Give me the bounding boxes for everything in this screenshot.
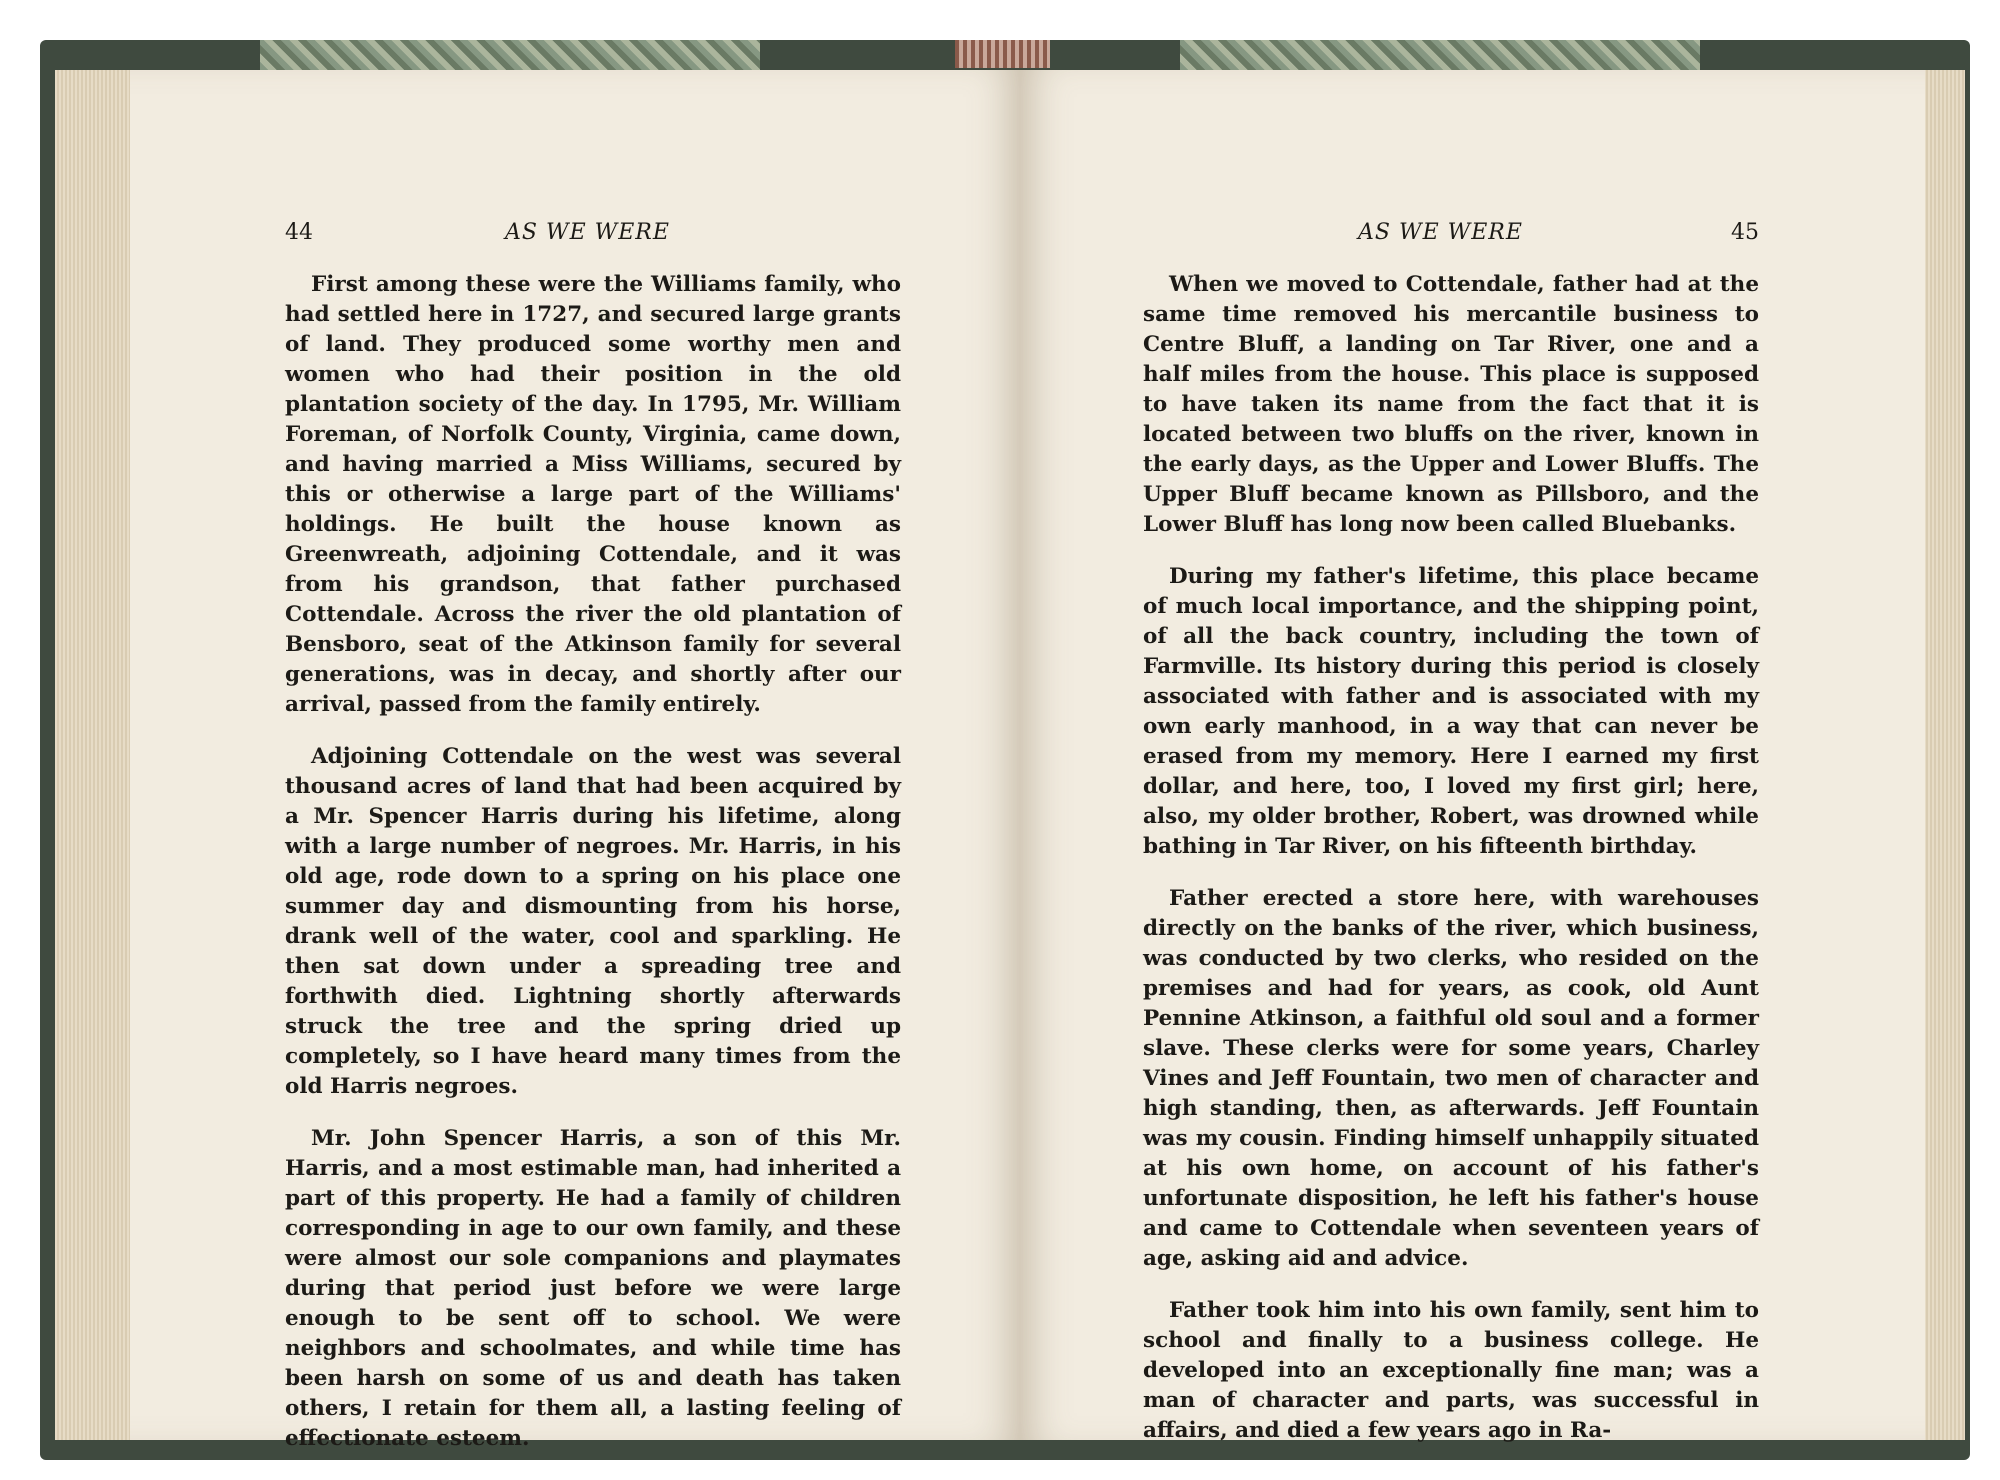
paragraph: When we moved to Cottendale, father had at the same time removed his mercantile business to Centre Bluff, a landing on Tar River, one and a half miles from the house. This place is supposed to have taken its name from the fact that it is located between two bluffs on the river, known in the early days, as the Upper and Lower Bluffs. The Upper Bluff became known as Pillsboro, and the Lower Bluff has long now been called Bluebanks. bbox=[1143, 272, 1759, 537]
marbled-endpaper-right bbox=[1180, 40, 1700, 70]
page-edges-left bbox=[55, 70, 135, 1440]
marbled-endpaper-left bbox=[260, 40, 760, 70]
right-page-body bbox=[1143, 270, 1759, 1468]
right-running-head: AS WE WERE bbox=[1358, 220, 1523, 245]
right-page bbox=[1020, 70, 1925, 1443]
left-page-number: 44 bbox=[285, 220, 313, 245]
left-running-head: AS WE WERE bbox=[505, 220, 670, 245]
paragraph: Father took him into his own family, sent him to school and finally to a business college. He developed into an exceptionally fine man; was a man of character and parts, was successful in affairs, and died a few years ago in Ra- bbox=[1143, 1298, 1759, 1443]
paragraph: During my father's lifetime, this place became of much local importance, and the shipping point, of all the back country, including the town of Farmville. Its history during this period is closely associated with father and is associated with my own early manhood, in a way that can never be erased from my memory. Here I earned my first dollar, and here, too, I loved my first girl; here, also, my older brother, Robert, was drowned while bathing in Tar River, on his fifteenth birthday. bbox=[1143, 564, 1759, 859]
paragraph: Adjoining Cottendale on the west was several thousand acres of land that had been acquired by a Mr. Spencer Harris during his lifetime, along with a large number of negroes. Mr. Harris, in his old age, rode down to a spring on his place one summer day and dismounting from his horse, drank well of the water, cool and sparkling. He then sat down under a spreading tree and forthwith died. Lightning shortly afterwards struck the tree and the spring dried up completely, so I have heard many times from the old Harris negroes. bbox=[285, 744, 901, 1099]
left-page bbox=[130, 70, 1020, 1451]
paragraph: Mr. John Spencer Harris, a son of this Mr. Harris, and a most estimable man, had inherited a part of this property. He had a family of children corresponding in age to our own family, and these were almost our sole companions and playmates during that period just before we were large enough to be sent off to school. We were neighbors and schoolmates, and while time has been harsh on some of us and death has taken others, I retain for them all, a lasting feeling of effectionate esteem. bbox=[285, 1126, 901, 1451]
left-page-body bbox=[285, 270, 901, 1476]
paragraph: Father erected a store here, with warehouses directly on the banks of the river, which business, was conducted by two clerks, who resided on the premises and had for years, as cook, old Aunt Pennine Atkinson, a faithful old soul and a former slave. These clerks were for some years, Charley Vines and Jeff Fountain, two men of character and high standing, then, as afterwards. Jeff Fountain was my cousin. Finding himself unhappily situated at his own home, on account of his father's unfortunate disposition, he left his father's house and came to Cottendale when seventeen years of age, asking aid and advice. bbox=[1143, 886, 1759, 1271]
page-edges-right bbox=[1920, 70, 1965, 1440]
right-page-number: 45 bbox=[1731, 220, 1759, 245]
paragraph: First among these were the Williams family, who had settled here in 1727, and secured large grants of land. They produced some worthy men and women who had their position in the old plantation society of the day. In 1795, Mr. William Foreman, of Norfolk County, Virginia, came down, and having married a Miss Williams, secured by this or otherwise a large part of the Williams' holdings. He built the house known as Greenwreath, adjoining Cottendale, and it was from his grandson, that father purchased Cottendale. Across the river the old plantation of Bensboro, seat of the Atkinson family for several generations, was in decay, and shortly after our arrival, passed from the family entirely. bbox=[285, 272, 901, 717]
book-spine-headband bbox=[955, 40, 1050, 68]
